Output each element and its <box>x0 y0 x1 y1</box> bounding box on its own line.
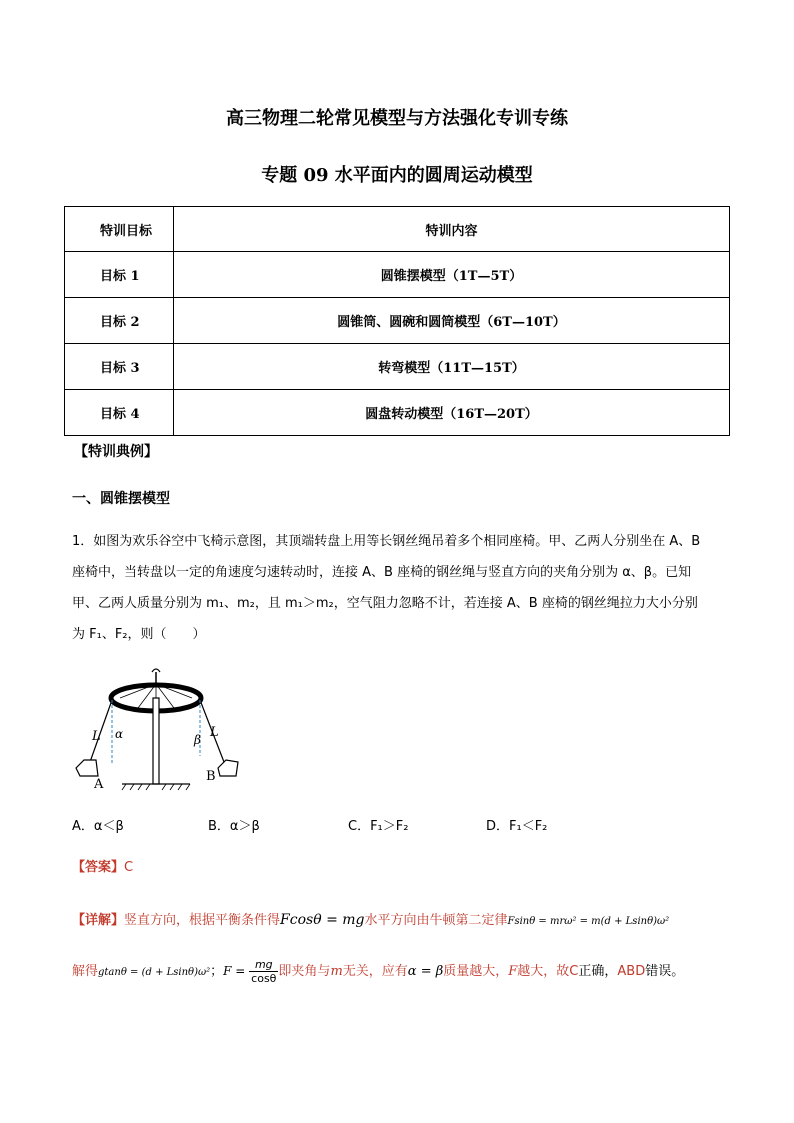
table-row <box>65 344 730 390</box>
label-b: B <box>206 769 216 784</box>
fraction-numerator: mg <box>249 958 278 972</box>
option-d: D．F₁＜F₂ <box>486 819 548 834</box>
table-header-cell: 特训内容 <box>174 207 730 252</box>
table-row <box>65 390 730 436</box>
label-l-right: L <box>210 725 219 740</box>
table-cell: 目标 2 <box>65 298 174 344</box>
detail-text: 错误。 <box>645 964 685 979</box>
topic-subtitle: 专题 09 水平面内的圆周运动模型 <box>261 165 533 186</box>
detail-text: 即夹角与 <box>278 964 331 979</box>
section-label: 【特训典例】 <box>74 444 158 460</box>
training-targets-table <box>64 206 730 436</box>
equation: Fcosθ = mg <box>280 912 365 928</box>
equation: Fsinθ = mrω² = m(d + Lsinθ)ω² <box>507 916 670 927</box>
answer-value: C <box>124 860 134 875</box>
detail-text: 质量越大， <box>443 964 509 979</box>
detail-text: 正确， <box>578 964 618 979</box>
label-alpha: α <box>115 727 124 741</box>
chair-b <box>218 760 238 776</box>
separator: ； <box>210 964 224 979</box>
detail-label: 【详解】 <box>72 913 125 928</box>
detail-text: 竖直方向，根据平衡条件得 <box>124 913 281 928</box>
detail-text: 解得 <box>72 964 99 979</box>
label-beta: β <box>194 733 201 747</box>
table-cell: 圆锥筒、圆碗和圆筒模型（6T—10T） <box>174 298 730 344</box>
table-cell: 圆盘转动模型（16T—20T） <box>174 390 730 436</box>
question-line: 1．如图为欢乐谷空中飞椅示意图，其顶端转盘上用等长钢丝绳吊着多个相同座椅。甲、乙两人分别坐在 A、B <box>72 534 701 549</box>
table-cell: 目标 3 <box>65 344 174 390</box>
fraction-denominator: cosθ <box>251 972 277 985</box>
option-ref: ABD <box>617 964 646 979</box>
option-b: B．α＞β <box>208 819 260 834</box>
label-l-left: L <box>92 729 101 744</box>
symbol-f: F <box>508 964 518 979</box>
option-ref: C <box>569 964 579 979</box>
equation: α = β <box>407 964 444 979</box>
table-cell: 目标 4 <box>65 390 174 436</box>
symbol-m: m <box>330 964 343 979</box>
fraction <box>249 958 278 985</box>
table-cell: 圆锥摆模型（1T—5T） <box>174 252 730 298</box>
table-row <box>65 252 730 298</box>
table-cell: 目标 1 <box>65 252 174 298</box>
table-header-row <box>65 207 730 252</box>
document-title: 高三物理二轮常见模型与方法强化专训专练 <box>226 108 568 129</box>
answer-line <box>72 858 133 878</box>
answer-label: 【答案】 <box>72 860 125 875</box>
detail-text: 水平方向由牛顿第二定律 <box>364 913 508 928</box>
table-header-cell: 特训目标 <box>65 207 174 252</box>
question-line: 座椅中，当转盘以一定的角速度匀速转动时，连接 A、B 座椅的钢丝绳与竖直方向的夹角分别为 α、β。已知 <box>72 565 692 580</box>
section-title: 一、圆锥摆模型 <box>72 491 170 507</box>
detail-text: 越大，故 <box>517 964 570 979</box>
option-c: C．F₁＞F₂ <box>348 819 409 834</box>
equation: F = <box>223 964 250 978</box>
detail-line-2 <box>72 958 684 985</box>
detail-text: 无关，应有 <box>342 964 408 979</box>
equation: gtanθ = (d + Lsinθ)ω² <box>98 967 211 978</box>
question-line: 甲、乙两人质量分别为 m₁、m₂，且 m₁＞m₂，空气阻力忽略不计，若连接 A、B 座椅的钢丝绳拉力大小分别 <box>72 596 698 611</box>
carousel-figure <box>68 664 248 794</box>
chair-a <box>76 760 98 776</box>
detail-line-1 <box>72 910 669 932</box>
option-a: A．α＜β <box>72 819 124 834</box>
label-a: A <box>94 777 104 792</box>
question-text <box>72 532 752 645</box>
question-line: 为 F₁、F₂，则（ ） <box>72 627 206 642</box>
table-cell: 转弯模型（11T—15T） <box>174 344 730 390</box>
table-row <box>65 298 730 344</box>
